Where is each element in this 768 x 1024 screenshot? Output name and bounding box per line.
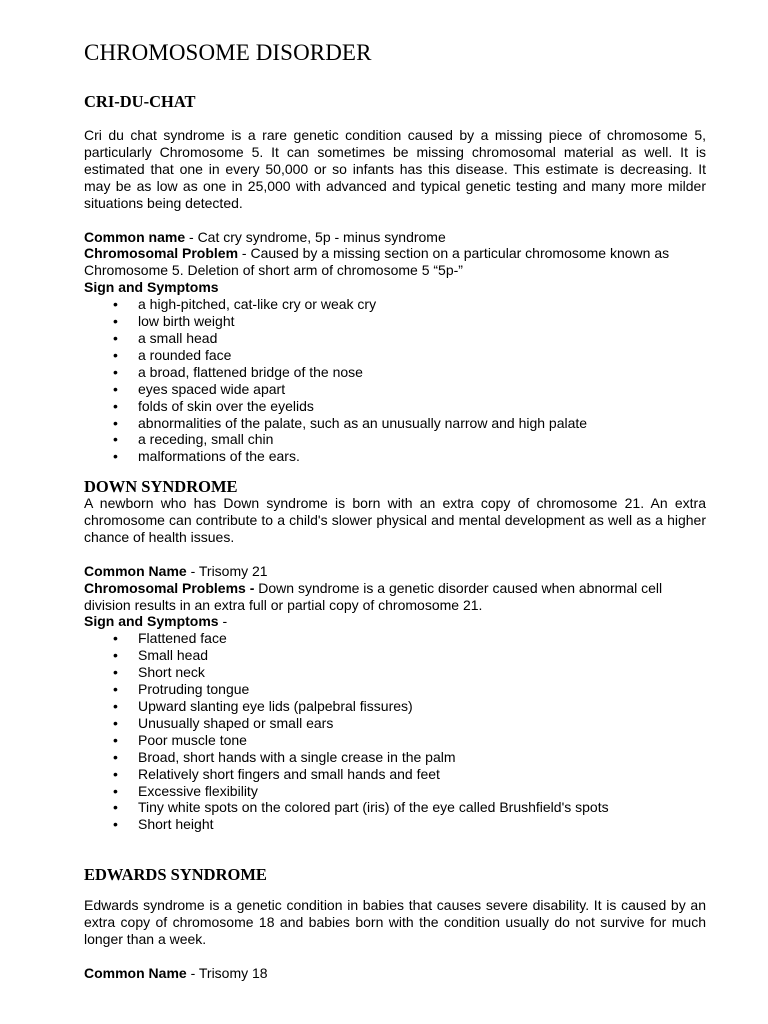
field-value: - Cat cry syndrome, 5p - minus syndrome	[185, 228, 446, 245]
field-value: Down syndrome is a genetic disorder caused when abnormal cell division results in an extra full or partial copy of chromosome 21.	[84, 579, 663, 613]
field-label: Common name	[84, 228, 186, 245]
field-value: - Caused by a missing section on a particular chromosome known as Chromosome 5. Deletion of short arm of chromosome 5 “5p-”	[84, 245, 670, 279]
section-cri-du-chat	[84, 127, 706, 465]
common-name-field	[84, 965, 706, 982]
section-intro: A newborn who has Down syndrome is born with an extra copy of chromosome 21. An extra chromosome can contribute to a child's slower physical and mental development as well as a higher chance of health issues.	[84, 495, 706, 545]
signs-heading	[84, 279, 706, 296]
list-item: • a small head	[84, 330, 706, 347]
list-item: • a broad, flattened bridge of the nose	[84, 364, 706, 381]
list-item: • Flattened face	[84, 630, 706, 647]
list-item: • Excessive flexibility	[84, 783, 706, 800]
list-item: • Short height	[84, 816, 706, 833]
section-intro: Cri du chat syndrome is a rare genetic condition caused by a missing piece of chromosome 5, particularly Chromosome 5. It can sometimes be missing chromosomal material as well. It is estimated that one in every 50,000 or so infants has this disease. This estimate is decreasing. It may be as low as one in 25,000 with advanced and typical genetic testing and many more milder situations being detected.	[84, 127, 706, 211]
section-heading-down-syndrome: DOWN SYNDROME	[84, 477, 238, 496]
field-value: - Trisomy 18	[186, 964, 268, 981]
chromosomal-problem-field	[84, 245, 706, 279]
list-item: • Short neck	[84, 664, 706, 681]
list-item: • malformations of the ears.	[84, 448, 706, 465]
list-item: • abnormalities of the palate, such as an unusually narrow and high palate	[84, 415, 706, 432]
list-item: • Protruding tongue	[84, 681, 706, 698]
list-item: • Tiny white spots on the colored part (iris) of the eye called Brushfield's spots	[84, 799, 706, 816]
symptom-list	[84, 296, 706, 465]
field-value: - Trisomy 21	[186, 562, 268, 579]
section-heading-cri-du-chat: CRI-DU-CHAT	[84, 92, 196, 111]
section-down-syndrome	[84, 495, 706, 833]
list-item: • folds of skin over the eyelids	[84, 398, 706, 415]
chromosomal-problem-field	[84, 580, 706, 614]
section-intro: Edwards syndrome is a genetic condition in babies that causes severe disability. It is caused by an extra copy of chromosome 18 and babies born with the condition usually do not survive for much longer than a week.	[84, 897, 706, 947]
field-label: Chromosomal Problem	[84, 245, 239, 262]
list-item: • Small head	[84, 647, 706, 664]
list-item: • Unusually shaped or small ears	[84, 715, 706, 732]
list-item: • Upward slanting eye lids (palpebral fissures)	[84, 698, 706, 715]
list-item: • Broad, short hands with a single crease in the palm	[84, 749, 706, 766]
list-item: • a high-pitched, cat-like cry or weak cry	[84, 296, 706, 313]
signs-heading	[84, 613, 706, 630]
document-title: CHROMOSOME DISORDER	[84, 40, 372, 65]
list-item: • a receding, small chin	[84, 431, 706, 448]
section-heading-edwards-syndrome: EDWARDS SYNDROME	[84, 865, 267, 884]
common-name-field	[84, 229, 706, 246]
list-item: • Poor muscle tone	[84, 732, 706, 749]
field-label: Sign and Symptoms	[84, 279, 219, 296]
field-label: Common Name	[84, 562, 187, 579]
field-label: Sign and Symptoms	[84, 613, 219, 630]
section-edwards-syndrome	[84, 897, 706, 982]
list-item: • eyes spaced wide apart	[84, 381, 706, 398]
common-name-field	[84, 563, 706, 580]
list-item: • low birth weight	[84, 313, 706, 330]
field-suffix: -	[218, 613, 228, 630]
symptom-list	[84, 630, 706, 833]
field-label: Common Name	[84, 964, 187, 981]
field-label: Chromosomal Problems -	[84, 579, 255, 596]
list-item: • Relatively short fingers and small hands and feet	[84, 766, 706, 783]
list-item: • a rounded face	[84, 347, 706, 364]
